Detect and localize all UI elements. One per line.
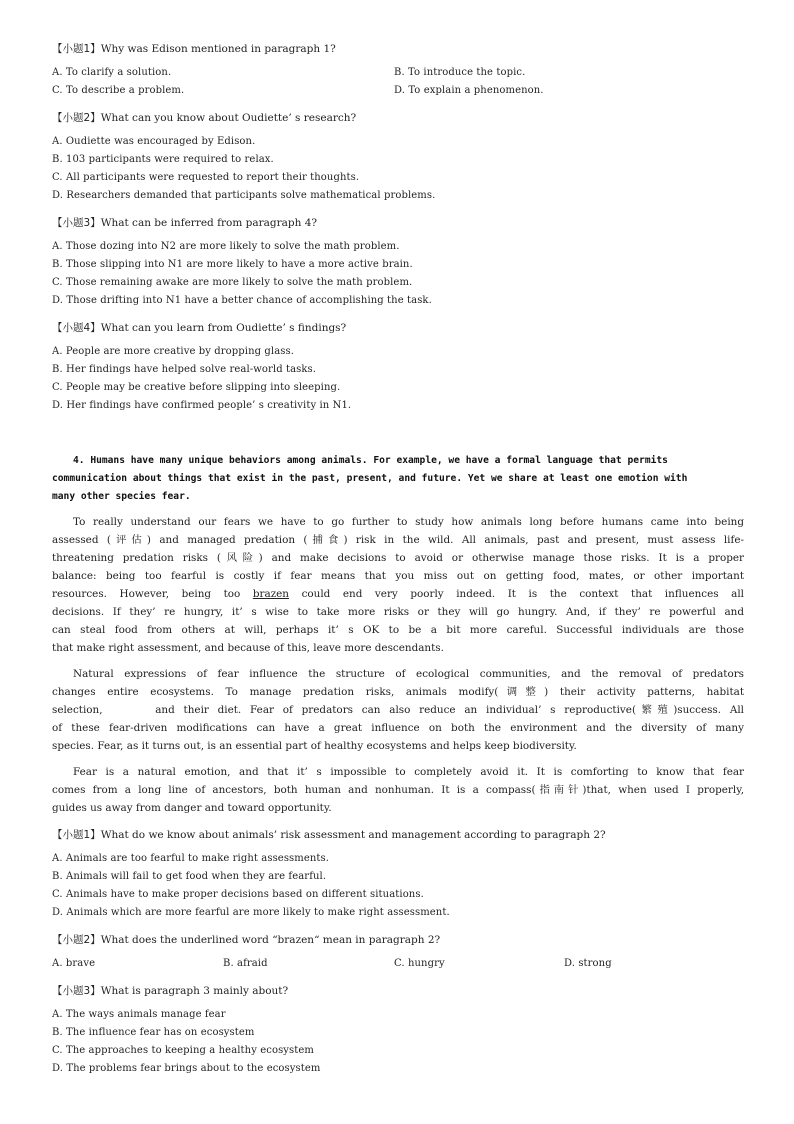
paragraph-line: Fear is a natural emotion, and that it’ s impossible to completely avoid it. It is comforting to know that fear (73, 766, 744, 778)
question-1-4: 【小题4】What can you learn from Oudiette’ s findings? (52, 322, 347, 334)
option-1-1-c: C. To describe a problem. (52, 85, 185, 96)
heading-line: communication about things that exist in the past, present, and future. Yet we share at least one emotion with (52, 473, 688, 484)
option-1-1-a: A. To clarify a solution. (52, 67, 172, 78)
option-1-2-d: D. Researchers demanded that participants solve mathematical problems. (52, 190, 436, 201)
passage-4-paragraph-2 (52, 665, 744, 755)
paragraph-line: decisions. If they’ re hungry, it’ s wise to take more risks or they will go hungry. And, if they’ re powerful and (52, 606, 744, 618)
option-4-2-d: D. strong (564, 958, 612, 969)
paragraph-line: threatening predation risks (风险) and make decisions to avoid or otherwise manage those risks. It is a proper (52, 552, 744, 564)
option-1-1-d: D. To explain a phenomenon. (394, 85, 544, 96)
option-4-2-b: B. afraid (223, 958, 268, 969)
paragraph-line: resources. However, being too brazen could end very poorly indeed. It is the context that influences all (52, 588, 744, 600)
option-4-3-d: D. The problems fear brings about to the ecosystem (52, 1063, 321, 1074)
question-4-1: 【小题1】What do we know about animals’ risk assessment and management according to paragraph 2? (52, 829, 606, 841)
option-4-1-d: D. Animals which are more fearful are more likely to make right assessment. (52, 907, 450, 918)
question-1-3: 【小题3】What can be inferred from paragraph 4? (52, 217, 318, 229)
paragraph-line: guides us away from danger and toward opportunity. (52, 802, 332, 814)
option-1-4-d: D. Her findings have confirmed people’ s creativity in N1. (52, 400, 352, 411)
option-4-3-a: A. The ways animals manage fear (52, 1009, 226, 1020)
paragraph-line: assessed (评估) and managed predation (捕食) risk in the wild. All animals, past and present, must assess life- (52, 534, 744, 546)
option-1-1-b: B. To introduce the topic. (394, 67, 526, 78)
paragraph-line: To really understand our fears we have to go further to study how animals long before humans came into being (73, 516, 744, 528)
option-1-2-a: A. Oudiette was encouraged by Edison. (52, 136, 256, 147)
paragraph-line: comes from a long line of ancestors, both human and nonhuman. It is a compass(指南针)that, when used I properly, (52, 784, 744, 796)
paragraph-line: changes entire ecosystems. To manage predation risks, animals modify(调整) their activity patterns, habitat (52, 686, 744, 698)
option-4-1-a: A. Animals are too fearful to make right assessments. (52, 853, 330, 864)
paragraph-line: that make right assessment, and because of this, leave more descendants. (52, 642, 444, 654)
option-1-4-b: B. Her findings have helped solve real-world tasks. (52, 364, 317, 375)
paragraph-line: balance: being too fearful is costly if fear means that you miss out on getting food, mates, or other important (52, 570, 744, 582)
passage-4-paragraph-3 (52, 763, 744, 817)
paragraph-line: of these fear-driven modifications can have a great influence on both the environment and the diversity of many (52, 722, 744, 734)
option-1-3-b: B. Those slipping into N1 are more likely to have a more active brain. (52, 259, 413, 270)
passage-4-paragraph-1 (52, 513, 744, 657)
heading-line: 4. Humans have many unique behaviors among animals. For example, we have a formal language that permits (73, 455, 668, 466)
question-1-2: 【小题2】What can you know about Oudiette’ s research? (52, 112, 357, 124)
option-4-2-c: C. hungry (394, 958, 445, 969)
option-1-3-a: A. Those dozing into N2 are more likely to solve the math problem. (52, 241, 400, 252)
paragraph-line: selection, and their diet. Fear of predators can also reduce an individual’ s reproductive(繁殖)success. All (52, 704, 744, 716)
option-4-1-b: B. Animals will fail to get food when they are fearful. (52, 871, 327, 882)
paragraph-line: species. Fear, as it turns out, is an essential part of healthy ecosystems and helps keep biodiversity. (52, 740, 577, 752)
option-1-2-c: C. All participants were requested to report their thoughts. (52, 172, 360, 183)
option-4-3-c: C. The approaches to keeping a healthy ecosystem (52, 1045, 315, 1056)
option-1-3-c: C. Those remaining awake are more likely to solve the math problem. (52, 277, 413, 288)
option-1-3-d: D. Those drifting into N1 have a better chance of accomplishing the task. (52, 295, 432, 306)
question-1-1: 【小题1】Why was Edison mentioned in paragraph 1? (52, 43, 336, 55)
passage-4-heading (52, 452, 742, 506)
option-1-4-c: C. People may be creative before slipping into sleeping. (52, 382, 341, 393)
option-4-3-b: B. The influence fear has on ecosystem (52, 1027, 255, 1038)
underlined-word-brazen: brazen (252, 588, 290, 600)
option-4-2-a: A. brave (52, 958, 96, 969)
option-1-2-b: B. 103 participants were required to relax. (52, 154, 274, 165)
paragraph-line: can steal food from others at will, perhaps it’ s OK to be a bit more careful. Successful individuals are those (52, 624, 744, 636)
question-4-3: 【小题3】What is paragraph 3 mainly about? (52, 985, 289, 997)
heading-line: many other species fear. (52, 491, 191, 502)
option-4-1-c: C. Animals have to make proper decisions based on different situations. (52, 889, 424, 900)
option-1-4-a: A. People are more creative by dropping glass. (52, 346, 294, 357)
paragraph-line: Natural expressions of fear influence the structure of ecological communities, and the removal of predators (73, 668, 744, 680)
question-4-2: 【小题2】What does the underlined word “brazen“ mean in paragraph 2? (52, 934, 441, 946)
